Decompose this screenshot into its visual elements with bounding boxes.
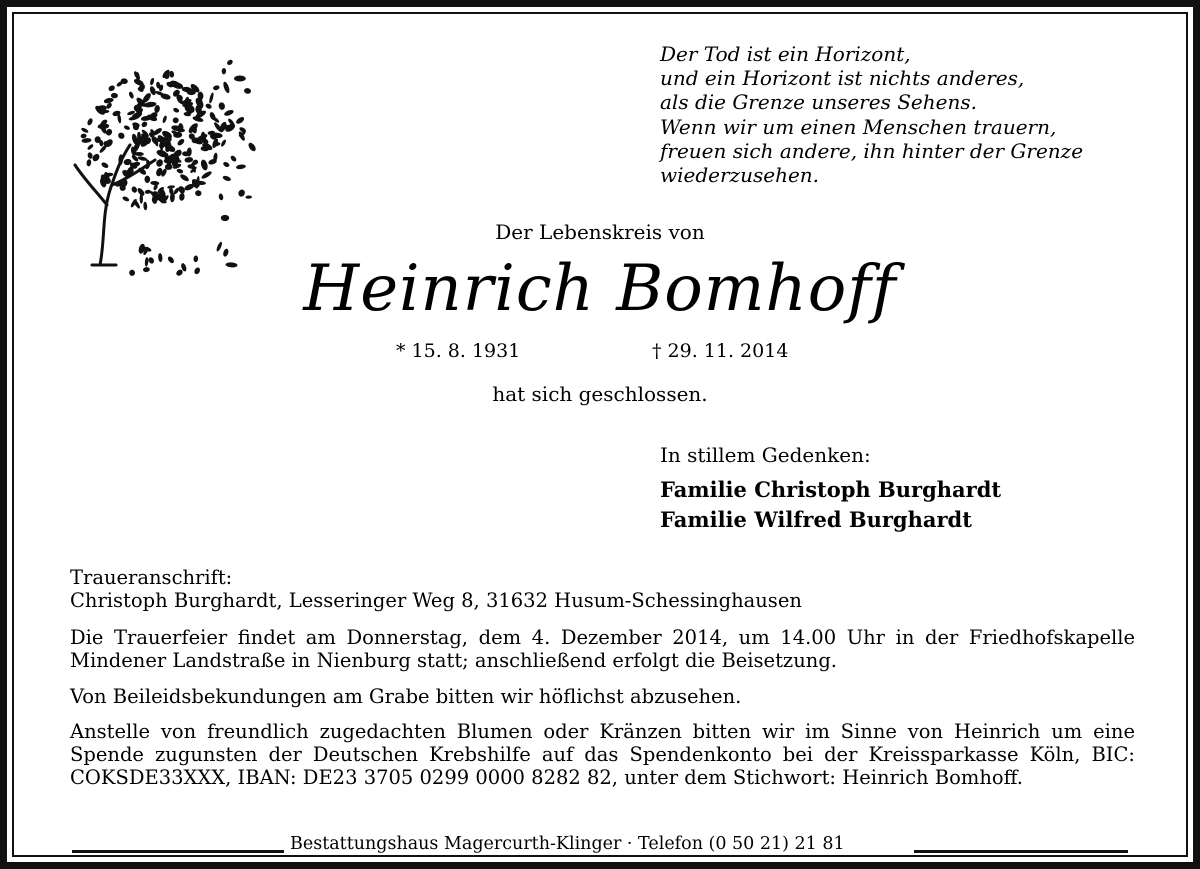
leaf-shape bbox=[150, 181, 159, 186]
poem-line: als die Grenze unseres Sehens. bbox=[660, 90, 977, 115]
leaf-shape bbox=[122, 195, 130, 202]
leaf-shape bbox=[80, 133, 87, 139]
leaf-shape bbox=[111, 93, 118, 99]
leaf-shape bbox=[123, 125, 130, 131]
leaf-shape bbox=[236, 164, 247, 170]
donation-paragraph: Anstelle von freundlich zugedachten Blumen oder Kränzen bitten wir im Sinne von Heinrich um eine Spende zugunsten der Deutschen Krebshilfe auf das Spendenkonto bei der Kreissparkasse Köln, BIC: COKSDE33XXX, IBAN: DE23 3705 0299 0000 8282 82, unter dem Stichwort: Heinrich Bomhoff. bbox=[70, 720, 1135, 789]
leaf-shape bbox=[212, 85, 220, 91]
leaf-cluster bbox=[80, 59, 257, 277]
leaf-shape bbox=[220, 139, 227, 147]
condolence-paragraph: Von Beileidsbekundungen am Grabe bitten wir höflichst abzusehen. bbox=[70, 685, 742, 708]
leaf-shape bbox=[91, 153, 101, 163]
leaf-shape bbox=[222, 68, 227, 75]
leaf-shape bbox=[245, 195, 252, 199]
leaf-shape bbox=[177, 128, 185, 132]
leaf-shape bbox=[81, 138, 91, 144]
ceremony-paragraph: Die Trauerfeier findet am Donnerstag, dem 4. Dezember 2014, um 14.00 Uhr in der Friedhofskapelle Mindener Landstraße in Nienburg statt; anschließend erfolgt die Beisetzung. bbox=[70, 626, 1135, 672]
leaf-shape bbox=[226, 59, 234, 66]
poem-line: und ein Horizont ist nichts anderes, bbox=[660, 66, 1025, 91]
intro-text: Der Lebenskreis von bbox=[495, 220, 705, 244]
leaf-shape bbox=[222, 81, 231, 94]
footer-rule-right bbox=[914, 850, 1128, 853]
family-name: Familie Christoph Burghardt bbox=[660, 477, 1002, 502]
tree-icon bbox=[60, 40, 265, 280]
deceased-name: Heinrich Bomhoff bbox=[303, 252, 897, 326]
leaf-shape bbox=[140, 121, 148, 129]
leaf-shape bbox=[143, 202, 147, 211]
leaf-shape bbox=[184, 157, 193, 163]
leaf-shape bbox=[172, 107, 179, 113]
poem-line: wiederzusehen. bbox=[660, 163, 820, 188]
leaf-shape bbox=[86, 159, 92, 167]
leaf-shape bbox=[131, 186, 138, 194]
leaf-shape bbox=[235, 116, 245, 125]
birth-date: * 15. 8. 1931 bbox=[396, 340, 521, 362]
leaf-shape bbox=[97, 123, 109, 129]
address-value: Christoph Burghardt, Lesseringer Weg 8, 31632 Husum-Schessinghausen bbox=[70, 589, 802, 612]
leaf-shape bbox=[137, 156, 148, 162]
mourning-address bbox=[70, 566, 1135, 612]
leaf-shape bbox=[162, 115, 168, 123]
leaf-shape bbox=[100, 161, 109, 169]
poem-line: freuen sich andere, ihn hinter der Grenze bbox=[660, 138, 1084, 163]
leaf-shape bbox=[244, 87, 252, 94]
leaf-shape bbox=[117, 131, 126, 140]
footer-rule-left bbox=[72, 850, 284, 853]
leaf-shape bbox=[205, 103, 213, 110]
leaf-shape bbox=[222, 161, 230, 168]
leaf-shape bbox=[218, 102, 226, 111]
family-name: Familie Wilfred Burghardt bbox=[660, 507, 972, 532]
memory-heading: In stillem Gedenken: bbox=[660, 443, 871, 467]
leaf-shape bbox=[222, 175, 232, 182]
leaf-shape bbox=[218, 193, 224, 201]
leaf-shape bbox=[149, 77, 154, 85]
leaf-shape bbox=[247, 141, 257, 152]
leaf-shape bbox=[103, 97, 114, 104]
leaf-shape bbox=[86, 117, 93, 126]
leaf-shape bbox=[128, 91, 135, 99]
leaf-shape bbox=[201, 170, 213, 180]
poem-quote bbox=[660, 42, 1180, 187]
address-label: Traueranschrift: bbox=[70, 566, 233, 589]
leaf-shape bbox=[230, 155, 238, 163]
poem-line: Wenn wir um einen Menschen trauern, bbox=[660, 114, 1057, 139]
leaf-shape bbox=[208, 92, 214, 104]
leaf-shape bbox=[195, 190, 202, 197]
leaf-shape bbox=[87, 143, 95, 150]
funeral-home-footer: Bestattungshaus Magercurth-Klinger · Telefon (0 50 21) 21 81 bbox=[290, 834, 845, 854]
leaf-shape bbox=[179, 173, 190, 183]
leaf-shape bbox=[176, 138, 185, 147]
leaf-shape bbox=[87, 152, 93, 160]
leaf-shape bbox=[237, 188, 246, 197]
leaf-shape bbox=[234, 76, 246, 82]
leaf-shape bbox=[179, 193, 185, 201]
closing-text: hat sich geschlossen. bbox=[492, 382, 708, 406]
poem-line: Der Tod ist ein Horizont, bbox=[660, 42, 911, 66]
leaf-shape bbox=[200, 159, 209, 171]
leaf-shape bbox=[223, 109, 234, 117]
death-date: † 29. 11. 2014 bbox=[652, 340, 789, 362]
leaf-shape bbox=[81, 127, 90, 134]
leaf-shape bbox=[176, 168, 184, 174]
leaf-shape bbox=[108, 84, 116, 92]
leaf-shape bbox=[173, 117, 179, 123]
leaf-shape bbox=[144, 176, 150, 183]
